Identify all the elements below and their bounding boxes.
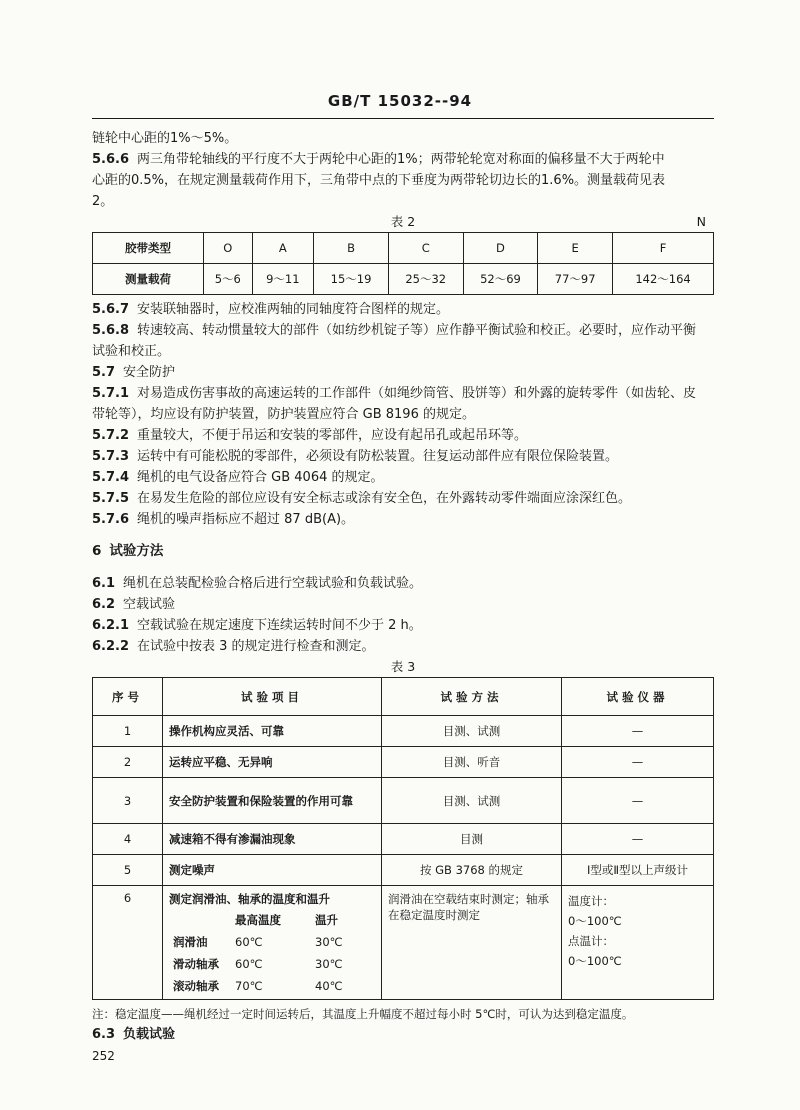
test-instrument-list <box>562 886 714 1000</box>
clause-number: 5.7.4 <box>92 470 130 485</box>
clause-5-7-1 <box>92 383 714 425</box>
load-cell: 15～19 <box>314 264 389 295</box>
load-cell: 25～32 <box>388 264 463 295</box>
clause-text: 安全防护 <box>123 365 176 380</box>
clause-text: 在试验中按表 3 的规定进行检查和测定。 <box>137 639 375 654</box>
clause-text: 重量较大，不便于吊运和安装的零部件，应设有起吊孔或起吊环等。 <box>137 428 528 443</box>
table-row <box>93 886 714 1000</box>
test-item: 安全防护装置和保险装置的作用可靠 <box>163 778 382 824</box>
instrument-line: 点温计： <box>568 934 614 948</box>
table-caption: 表 2 <box>390 214 416 229</box>
table-row <box>93 778 714 824</box>
subtable-label: 滑动轴承 <box>173 957 219 971</box>
table-note: 注：稳定温度——绳机经过一定时间运转后，其温度上升幅度不超过每小时 5℃时，可认为达到稳定温度。 <box>92 1007 634 1021</box>
table-2 <box>92 232 714 295</box>
table-header-row <box>93 678 714 716</box>
clause-text: 试验和校正。 <box>92 344 171 359</box>
test-method: 润滑油在空载结束时测定；轴承在稳定温度时测定 <box>382 886 562 1000</box>
test-method: 目测、试测 <box>382 716 562 747</box>
test-method: 目测、试测 <box>382 778 562 824</box>
temperature-subtable <box>173 912 375 994</box>
clause-text: 对易造成伤害事故的高速运转的工作部件（如绳纱筒管、股饼等）和外露的旋转零件（如齿轮、皮 <box>137 386 697 401</box>
row-number: 1 <box>93 716 163 747</box>
clause-number: 6.2.1 <box>92 618 130 633</box>
clause-number: 5.7.6 <box>92 512 130 527</box>
table-row <box>93 233 714 264</box>
table-row <box>93 264 714 295</box>
clause-5-7-3 <box>92 446 714 467</box>
row-label: 胶带类型 <box>93 233 204 264</box>
clause-text: 心距的0.5%，在规定测量载荷作用下，三角带中点的下垂度为两带轮切边长的1.6%。测量载荷见表 <box>92 173 666 188</box>
subtable-label: 润滑油 <box>173 935 208 949</box>
clause-text: 两三角带轮轴线的平行度不大于两轮中心距的1%；两带轮轮宽对称面的偏移量不大于两轮中 <box>137 152 665 167</box>
clause-text: 绳机在总装配检验合格后进行空载试验和负载试验。 <box>123 576 423 591</box>
clause-number: 5.6.6 <box>92 152 130 167</box>
table-row <box>93 824 714 855</box>
clause-5-7-6 <box>92 509 714 530</box>
clause-number: 5.7.5 <box>92 491 130 506</box>
test-item: 运转应平稳、无异响 <box>163 747 382 778</box>
clause-5-6-6 <box>92 149 714 212</box>
subtable-corner <box>173 912 235 928</box>
table-unit: N <box>696 214 706 229</box>
standard-number: GB/T 15032--94 <box>327 92 473 110</box>
belt-type-cell: B <box>314 233 389 264</box>
clause-number: 5.7.1 <box>92 386 130 401</box>
subtable-header: 最高温度 <box>235 913 281 927</box>
load-cell: 5～6 <box>204 264 253 295</box>
document-body <box>92 128 714 1045</box>
test-item: 减速箱不得有渗漏油现象 <box>163 824 382 855</box>
table-3-caption-row <box>92 657 714 677</box>
clause-text: 空载试验 <box>123 597 176 612</box>
test-item: 测定润滑油、轴承的温度和温升 <box>169 892 330 906</box>
test-instrument: — <box>562 716 714 747</box>
load-cell: 52～69 <box>463 264 538 295</box>
belt-type-cell: O <box>204 233 253 264</box>
table-row <box>93 747 714 778</box>
clause-text: 带轮等），均应设有防护装置，防护装置应符合 GB 8196 的规定。 <box>92 407 475 422</box>
load-cell: 9～11 <box>252 264 314 295</box>
page-number: 252 <box>92 1049 115 1063</box>
row-number: 3 <box>93 778 163 824</box>
clause-6-1 <box>92 573 714 594</box>
clause-text: 2。 <box>92 194 114 209</box>
clause-6-2-1 <box>92 615 714 636</box>
header-rule <box>92 118 714 119</box>
row-number: 4 <box>93 824 163 855</box>
clause-text: 绳机的电气设备应符合 GB 4064 的规定。 <box>137 470 384 485</box>
test-instrument: Ⅰ型或Ⅱ型以上声级计 <box>562 855 714 886</box>
subtable-value: 60℃ <box>235 957 263 971</box>
clause-number: 5.7 <box>92 365 116 380</box>
clause-text: 空载试验在规定速度下连续运转时间不少于 2 h。 <box>137 618 422 633</box>
instrument-line: 0～100℃ <box>568 914 622 928</box>
table-caption: 表 3 <box>390 659 416 674</box>
instrument-line: 0～100℃ <box>568 954 622 968</box>
subtable-value: 40℃ <box>315 979 343 993</box>
paragraph-intro: 链轮中心距的1%～5%。 <box>92 131 238 146</box>
clause-number: 6.2.2 <box>92 639 130 654</box>
load-cell: 142～164 <box>613 264 714 295</box>
subtable-value: 60℃ <box>235 935 263 949</box>
subtable-value: 30℃ <box>315 957 343 971</box>
test-method: 目测 <box>382 824 562 855</box>
clause-text: 转速较高、转动惯量较大的部件（如纺纱机锭子等）应作静平衡试验和校正。必要时，应作动平衡 <box>137 323 697 338</box>
row-number: 6 <box>93 886 163 1000</box>
clause-number: 5.6.7 <box>92 302 130 317</box>
clause-number: 6.1 <box>92 576 116 591</box>
clause-5-7-5 <box>92 488 714 509</box>
row-number: 5 <box>93 855 163 886</box>
clause-5-7-4 <box>92 467 714 488</box>
clause-5-6-8 <box>92 320 714 362</box>
subtable-value: 30℃ <box>315 935 343 949</box>
clause-number: 5.7.3 <box>92 449 130 464</box>
row-number: 2 <box>93 747 163 778</box>
test-method: 按 GB 3768 的规定 <box>382 855 562 886</box>
clause-number: 5.6.8 <box>92 323 130 338</box>
clause-6-2 <box>92 594 714 615</box>
belt-type-cell: A <box>252 233 314 264</box>
instrument-line: 温度计： <box>568 894 614 908</box>
clause-text: 运转中有可能松脱的零部件，必须设有防松装置。往复运动部件应有限位保险装置。 <box>137 449 619 464</box>
clause-text: 在易发生危险的部位应设有安全标志或涂有安全色，在外露转动零件端面应涂深红色。 <box>137 491 632 506</box>
clause-number: 6.3 <box>92 1027 116 1042</box>
belt-type-cell: C <box>388 233 463 264</box>
test-method: 目测、听音 <box>382 747 562 778</box>
test-item: 测定噪声 <box>163 855 382 886</box>
test-item-temperature <box>163 886 382 1000</box>
clause-number: 5.7.2 <box>92 428 130 443</box>
clause-6-3 <box>92 1024 714 1045</box>
table-row <box>93 716 714 747</box>
section-6-heading <box>92 541 714 562</box>
table-3 <box>92 677 714 1000</box>
column-header: 试验仪器 <box>562 678 714 716</box>
clause-number: 6.2 <box>92 597 116 612</box>
belt-type-cell: F <box>613 233 714 264</box>
clause-5-7-2 <box>92 425 714 446</box>
belt-type-cell: D <box>463 233 538 264</box>
subtable-label: 滚动轴承 <box>173 979 219 993</box>
row-label: 测量载荷 <box>93 264 204 295</box>
clause-5-7 <box>92 362 714 383</box>
table-row <box>93 855 714 886</box>
column-header: 试验项目 <box>163 678 382 716</box>
belt-type-cell: E <box>538 233 613 264</box>
test-instrument: — <box>562 778 714 824</box>
test-item: 操作机构应灵活、可靠 <box>163 716 382 747</box>
section-title: 试验方法 <box>109 543 164 559</box>
clause-6-2-2 <box>92 636 714 657</box>
column-header: 序号 <box>93 678 163 716</box>
table-2-caption-row <box>92 212 714 232</box>
clause-text: 负载试验 <box>123 1027 176 1042</box>
column-header: 试验方法 <box>382 678 562 716</box>
subtable-header: 温升 <box>315 913 338 927</box>
clause-5-6-7 <box>92 299 714 320</box>
test-instrument: — <box>562 747 714 778</box>
test-instrument: — <box>562 824 714 855</box>
clause-text: 安装联轴器时，应校准两轴的同轴度符合图样的规定。 <box>137 302 450 317</box>
section-number: 6 <box>92 543 102 559</box>
subtable-value: 70℃ <box>235 979 263 993</box>
clause-text: 绳机的噪声指标应不超过 87 dB(A)。 <box>137 512 355 527</box>
load-cell: 77～97 <box>538 264 613 295</box>
